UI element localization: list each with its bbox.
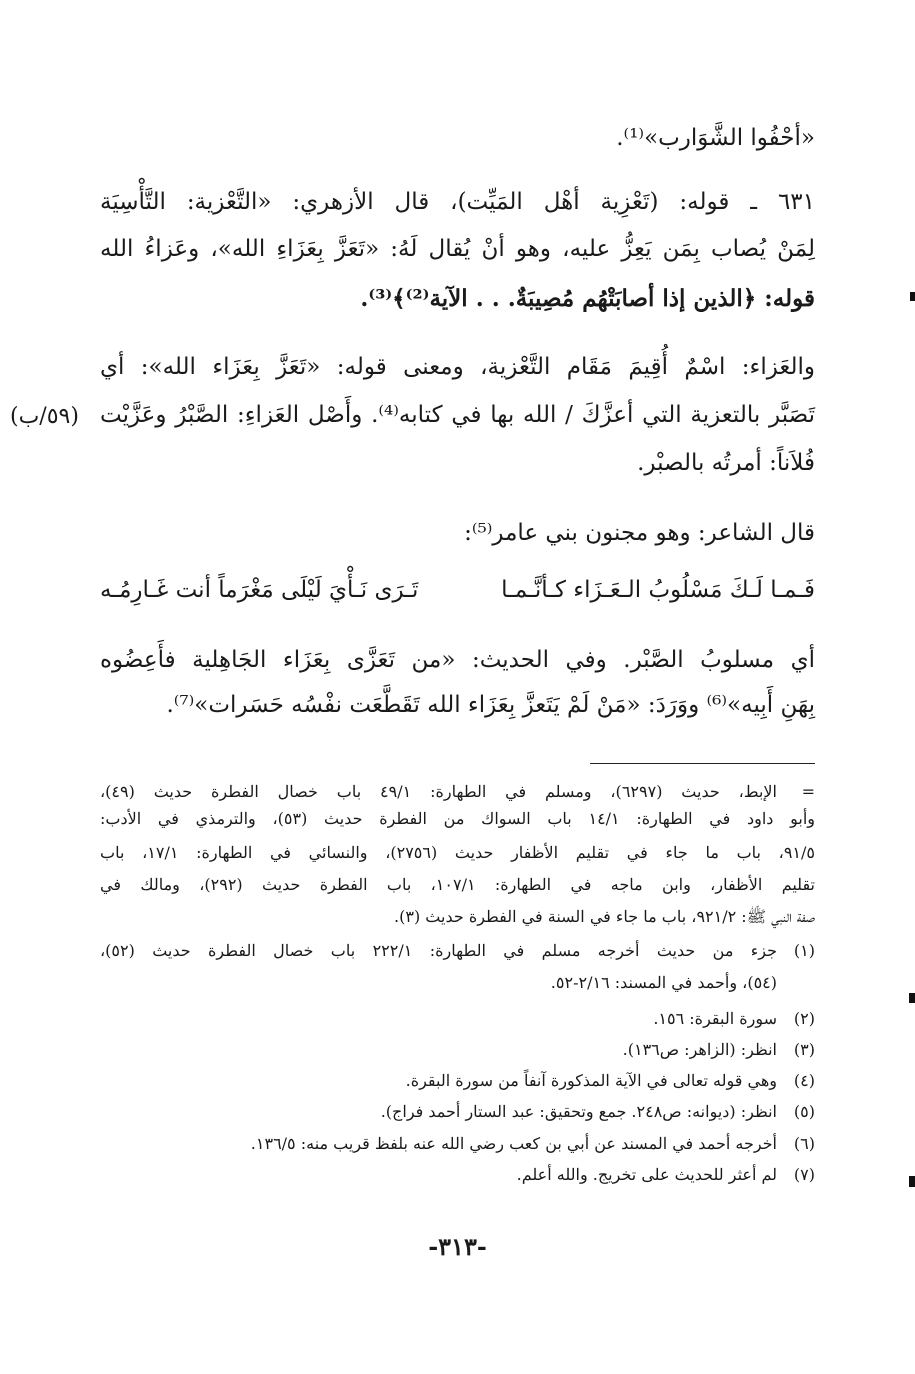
footnote-line [100,1131,815,1157]
footnote-number: (٥) [793,1102,815,1121]
footnote-line [100,1099,815,1125]
footnote-line [100,779,815,805]
footnote-text: انظر: (الزاهر: ص١٣٦). [622,1040,777,1059]
scan-edge-mark [909,993,915,1003]
page-number: -٣١٣- [428,1232,487,1261]
body-line: أي مسلوبُ الصَّبْر. وفي الحديث: «من تَعَزَّى بِعَزَاء الجَاهِلية فأَعِضُوه [100,647,816,673]
scan-edge-mark [909,1176,915,1187]
body-line: ٦٣١ ـ قوله: (تَعْزِية أهْل المَيِّت)، قال الأزهري: «التَّعْزية: التَّأْسِيَة [100,189,815,215]
footnote-line: وأبو داود في الطهارة: ١٤/١ باب السواك من الفطرة حديث (٥٣)، والترمذي في الأدب: [100,809,816,828]
footnote-line [100,1162,815,1188]
body-line: فُلاَناً: أمرتُه بالصبْر. [637,450,815,476]
scan-edge-mark [910,292,915,301]
footnote-text: أخرجه أحمد في المسند عن أبي بن كعب رضي الله عنه بلفظ قريب منه: ١٣٦/٥. [250,1134,777,1153]
footnote-line [100,938,815,964]
footnote-number: (٦) [793,1134,815,1153]
footnote-text: لم أعثر للحديث على تخريج. والله أعلم. [516,1165,777,1184]
body-line: «أحْفُوا الشَّوَارب»⁽¹⁾. [616,125,815,151]
footnote-number: (١) [793,941,816,960]
footnote-line: ٩١/٥، باب ما جاء في تقليم الأظفار حديث (٢٧٥٦)، والنسائي في الطهارة: ١٧/١، باب [100,843,815,862]
body-line: تَصَبَّر بالتعزية التي أعزَّكَ / الله بها في كتابه⁽⁴⁾. وأَصْل العَزاءِ: الصَّبْرُ وعَزَّيْت [100,402,815,428]
footnote-text: سورة البقرة: ١٥٦. [653,1009,777,1028]
verse-hemistich: فَـمـا لَـكَ مَسْلُوبُ الـعَـزَاء كـأنَّـمـا [501,577,815,603]
footnote-text: جزء من حديث أخرجه مسلم في الطهارة: ٢٢٢/١ باب خصال الفطرة حديث (٥٢)، [100,941,778,960]
footnote-text: الإبط، حديث (٦٢٩٧)، ومسلم في الطهارة: ٤٩/١ باب خصال الفطرة حديث (٤٩)، [100,782,777,801]
body-line: بِهَنِ أَبِيه»⁽⁶⁾ ووَرَدَ: «مَنْ لَمْ يَتَعزَّ بِعَزَاء الله تَقَطَّعَت نفْسُه حَسَرات»⁽⁷⁾. [166,692,815,718]
footnote-line [100,1068,815,1094]
manuscript-folio-note: (٥٩/ب) [10,404,79,429]
footnote-line: تقليم الأظفار، وابن ماجه في الطهارة: ١٠٧/١، باب الفطرة حديث (٢٩٢)، ومالك في [100,875,816,894]
footnote-text: وهي قوله تعالى في الآية المذكورة آنفاً من سورة البقرة. [405,1071,777,1090]
footnote-line: صفة النبي ﷺ: ٩٢١/٢، باب ما جاء في السنة في الفطرة حديث (٣). [394,907,815,926]
footnote-number: (٤) [793,1071,815,1090]
quran-verse-line: قوله: ﴿الذين إذا أصابَتْهُم مُصِيبَةٌ. . . الآية⁽²⁾﴾⁽³⁾. [360,285,815,312]
verse-hemistich: تَـرَى نَـأْيَ لَيْلَى مَغْرَماً أنت غَـارِمُـه [100,577,419,603]
poetry-verse [100,573,815,607]
footnote-line: (٥٤)، وأحمد في المسند: ٢/١٦-٥٢. [550,973,777,992]
footnote-line [100,1006,815,1032]
body-line: لِمَنْ يُصاب بِمَن يَعِزُّ عليه، وهو أنْ يُقال لَهُ: «تَعَزَّ بِعَزَاءِ الله»، وعَزاءُ الله [100,236,815,262]
footnote-number: = [801,782,815,801]
footnote-divider [590,763,815,764]
footnote-line [100,1037,815,1063]
body-line: قال الشاعر: وهو مجنون بني عامر⁽⁵⁾: [464,520,815,546]
footnote-text: انظر: (ديوانه: ص٢٤٨. جمع وتحقيق: عبد الستار أحمد فراج). [380,1102,777,1121]
footnote-number: (٧) [793,1165,815,1184]
body-line: والعَزاء: اسْمٌ أُقِيمَ مَقَام التَّعْزية، ومعنى قوله: «تَعَزَّ بِعَزَاء الله»: أي [100,354,815,380]
footnote-number: (٢) [793,1009,815,1028]
footnote-number: (٣) [793,1040,815,1059]
